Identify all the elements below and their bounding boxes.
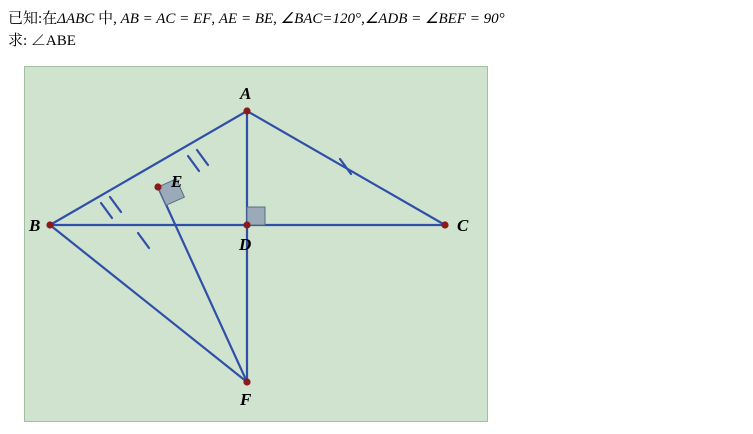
figure-tick-marks xyxy=(101,150,351,248)
segment-AB xyxy=(50,111,247,225)
label-B: B xyxy=(29,216,41,235)
right-angle-ADB xyxy=(247,207,265,225)
equality-ae-be: AE = BE xyxy=(218,11,274,27)
equality-ab-ac-ef: AB = AC = EF xyxy=(120,11,212,27)
tick-AE-2 xyxy=(197,150,208,165)
point-E xyxy=(154,183,161,190)
separator-2: , xyxy=(273,11,277,27)
label-A: A xyxy=(240,84,252,103)
given-prefix: 已知:在 xyxy=(8,11,58,27)
separator-1: , xyxy=(211,11,216,27)
label-F: F xyxy=(240,390,252,409)
tick-BF-1 xyxy=(138,233,149,248)
tick-BE-2 xyxy=(110,197,121,212)
point-F xyxy=(243,378,250,385)
angle-adb-bef-value: ∠ADB = ∠BEF = 90° xyxy=(364,11,505,27)
problem-line-1 xyxy=(8,8,505,30)
separator-3: , xyxy=(361,11,365,27)
figure-labels xyxy=(28,84,469,409)
label-E: E xyxy=(171,172,183,191)
point-B xyxy=(46,221,53,228)
triangle-abc-symbol: ΔABC xyxy=(57,11,95,27)
point-C xyxy=(441,221,448,228)
tick-BE-1 xyxy=(101,203,112,218)
in-word: 中, xyxy=(98,11,117,27)
geometry-figure xyxy=(24,66,488,422)
angle-bac-value: ∠BAC=120° xyxy=(280,11,362,27)
point-D xyxy=(243,221,250,228)
problem-line-2: 求: ∠ABE xyxy=(8,33,76,49)
label-C: C xyxy=(457,216,469,235)
figure-canvas xyxy=(25,67,487,421)
label-D: D xyxy=(239,235,252,254)
point-A xyxy=(243,107,250,114)
tick-AE-1 xyxy=(188,156,199,171)
segment-EF xyxy=(158,187,247,382)
